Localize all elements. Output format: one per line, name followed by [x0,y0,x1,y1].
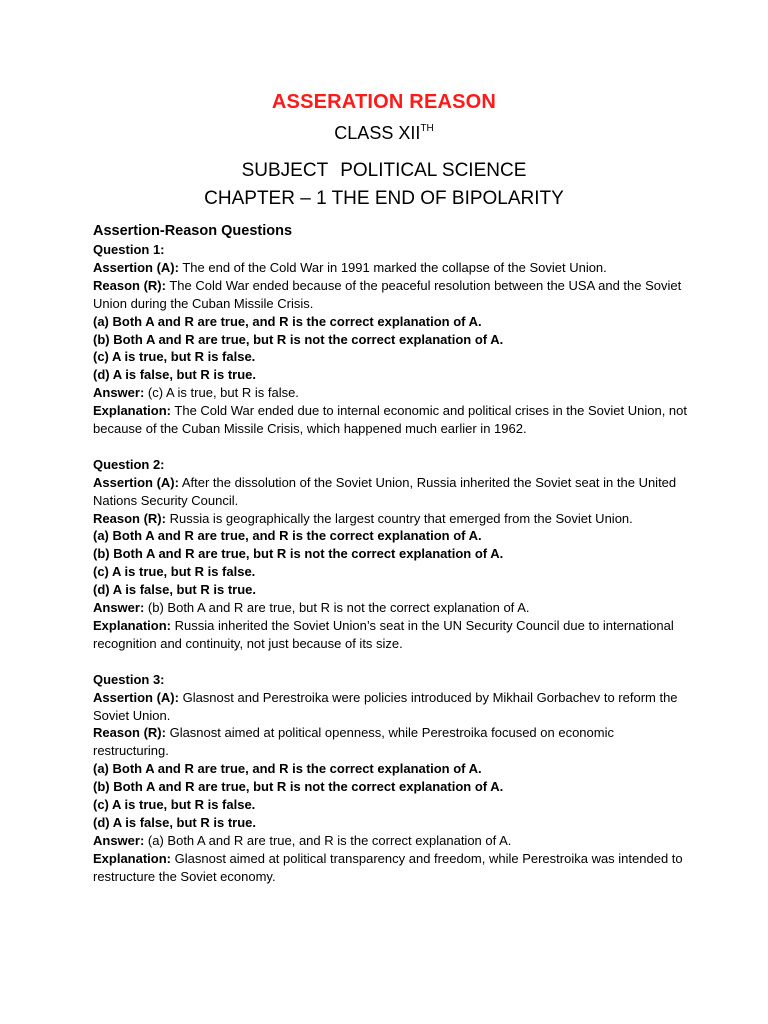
document-content [93,221,693,886]
answer-line [93,384,693,402]
explanation-line [93,617,693,653]
assertion-text: The end of the Cold War in 1991 marked the collapse of the Soviet Union. [182,259,607,275]
assertion-line [93,689,693,725]
section-heading: Assertion-Reason Questions [93,223,293,239]
assertion-line [93,259,693,277]
question-block [93,241,693,438]
assertion-label: Assertion (A): [93,689,179,705]
answer-text: (a) Both A and R are true, and R is the correct explanation of A. [147,832,512,848]
explanation-text: The Cold War ended due to internal economic and political crises in the Soviet Union, not because of the Cuban Missile Crisis, which happened much earlier in 1962. [93,403,687,437]
question-title: Question 3: [93,671,165,687]
answer-line [93,599,693,617]
class-text: CLASS XII [334,123,421,143]
explanation-label: Explanation: [93,403,172,419]
reason-line [93,510,693,528]
option-c: (c) A is true, but R is false. [93,797,256,813]
explanation-line [93,850,693,886]
document-title: ASSERATION REASON [271,91,497,113]
option-d: (d) A is false, but R is true. [93,814,257,830]
option-d: (d) A is false, but R is true. [93,582,257,598]
explanation-line [93,402,693,438]
subject-label: SUBJECT [241,160,329,181]
assertion-line [93,474,693,510]
option-d: (d) A is false, but R is true. [93,367,257,383]
option-b: (b) Both A and R are true, but R is not the correct explanation of A. [93,331,504,347]
option-b: (b) Both A and R are true, but R is not the correct explanation of A. [93,546,504,562]
option-a: (a) Both A and R are true, and R is the correct explanation of A. [93,528,482,544]
assertion-label: Assertion (A): [93,259,179,275]
option-c: (c) A is true, but R is false. [93,349,256,365]
subject-value: POLITICAL SCIENCE [340,160,527,181]
assertion-text: After the dissolution of the Soviet Union, Russia inherited the Soviet seat in the United Nations Security Council. [93,474,677,508]
option-a: (a) Both A and R are true, and R is the correct explanation of A. [93,313,482,329]
explanation-label: Explanation: [93,618,172,634]
question-block [93,671,693,886]
subject-line [0,158,768,184]
explanation-label: Explanation: [93,850,172,866]
document-header [0,88,768,212]
question-block [93,456,693,653]
option-c: (c) A is true, but R is false. [93,564,256,580]
explanation-text: Glasnost aimed at political transparency and freedom, while Perestroika was intended to restructure the Soviet economy. [93,850,683,884]
assertion-label: Assertion (A): [93,474,179,490]
option-b: (b) Both A and R are true, but R is not the correct explanation of A. [93,779,504,795]
question-title: Question 1: [93,242,165,257]
answer-label: Answer: [93,385,145,401]
answer-text: (b) Both A and R are true, but R is not the correct explanation of A. [147,600,530,616]
answer-line [93,832,693,850]
question-title: Question 2: [93,456,165,472]
class-label [0,120,768,146]
reason-label: Reason (R): [93,725,166,741]
reason-line [93,277,693,313]
assertion-text: Glasnost and Perestroika were policies introduced by Mikhail Gorbachev to reform the Soviet Union. [93,689,678,723]
reason-text: Glasnost aimed at political openness, while Perestroika focused on economic restructuring. [93,725,614,759]
chapter-title: CHAPTER – 1 THE END OF BIPOLARITY [204,188,564,209]
reason-line [93,724,693,760]
answer-text: (c) A is true, but R is false. [147,385,299,401]
explanation-text: Russia inherited the Soviet Union’s seat in the UN Security Council due to international recognition and continuity, not just because of its size. [93,618,674,651]
reason-label: Reason (R): [93,510,166,526]
answer-label: Answer: [93,600,145,616]
reason-text: Russia is geographically the largest country that emerged from the Soviet Union. [169,510,633,526]
option-a: (a) Both A and R are true, and R is the correct explanation of A. [93,761,482,777]
reason-text: The Cold War ended because of the peaceful resolution between the USA and the Soviet Union during the Cuban Missile Crisis. [93,277,682,311]
class-superscript: TH [420,123,434,134]
reason-label: Reason (R): [93,277,166,293]
answer-label: Answer: [93,832,145,848]
